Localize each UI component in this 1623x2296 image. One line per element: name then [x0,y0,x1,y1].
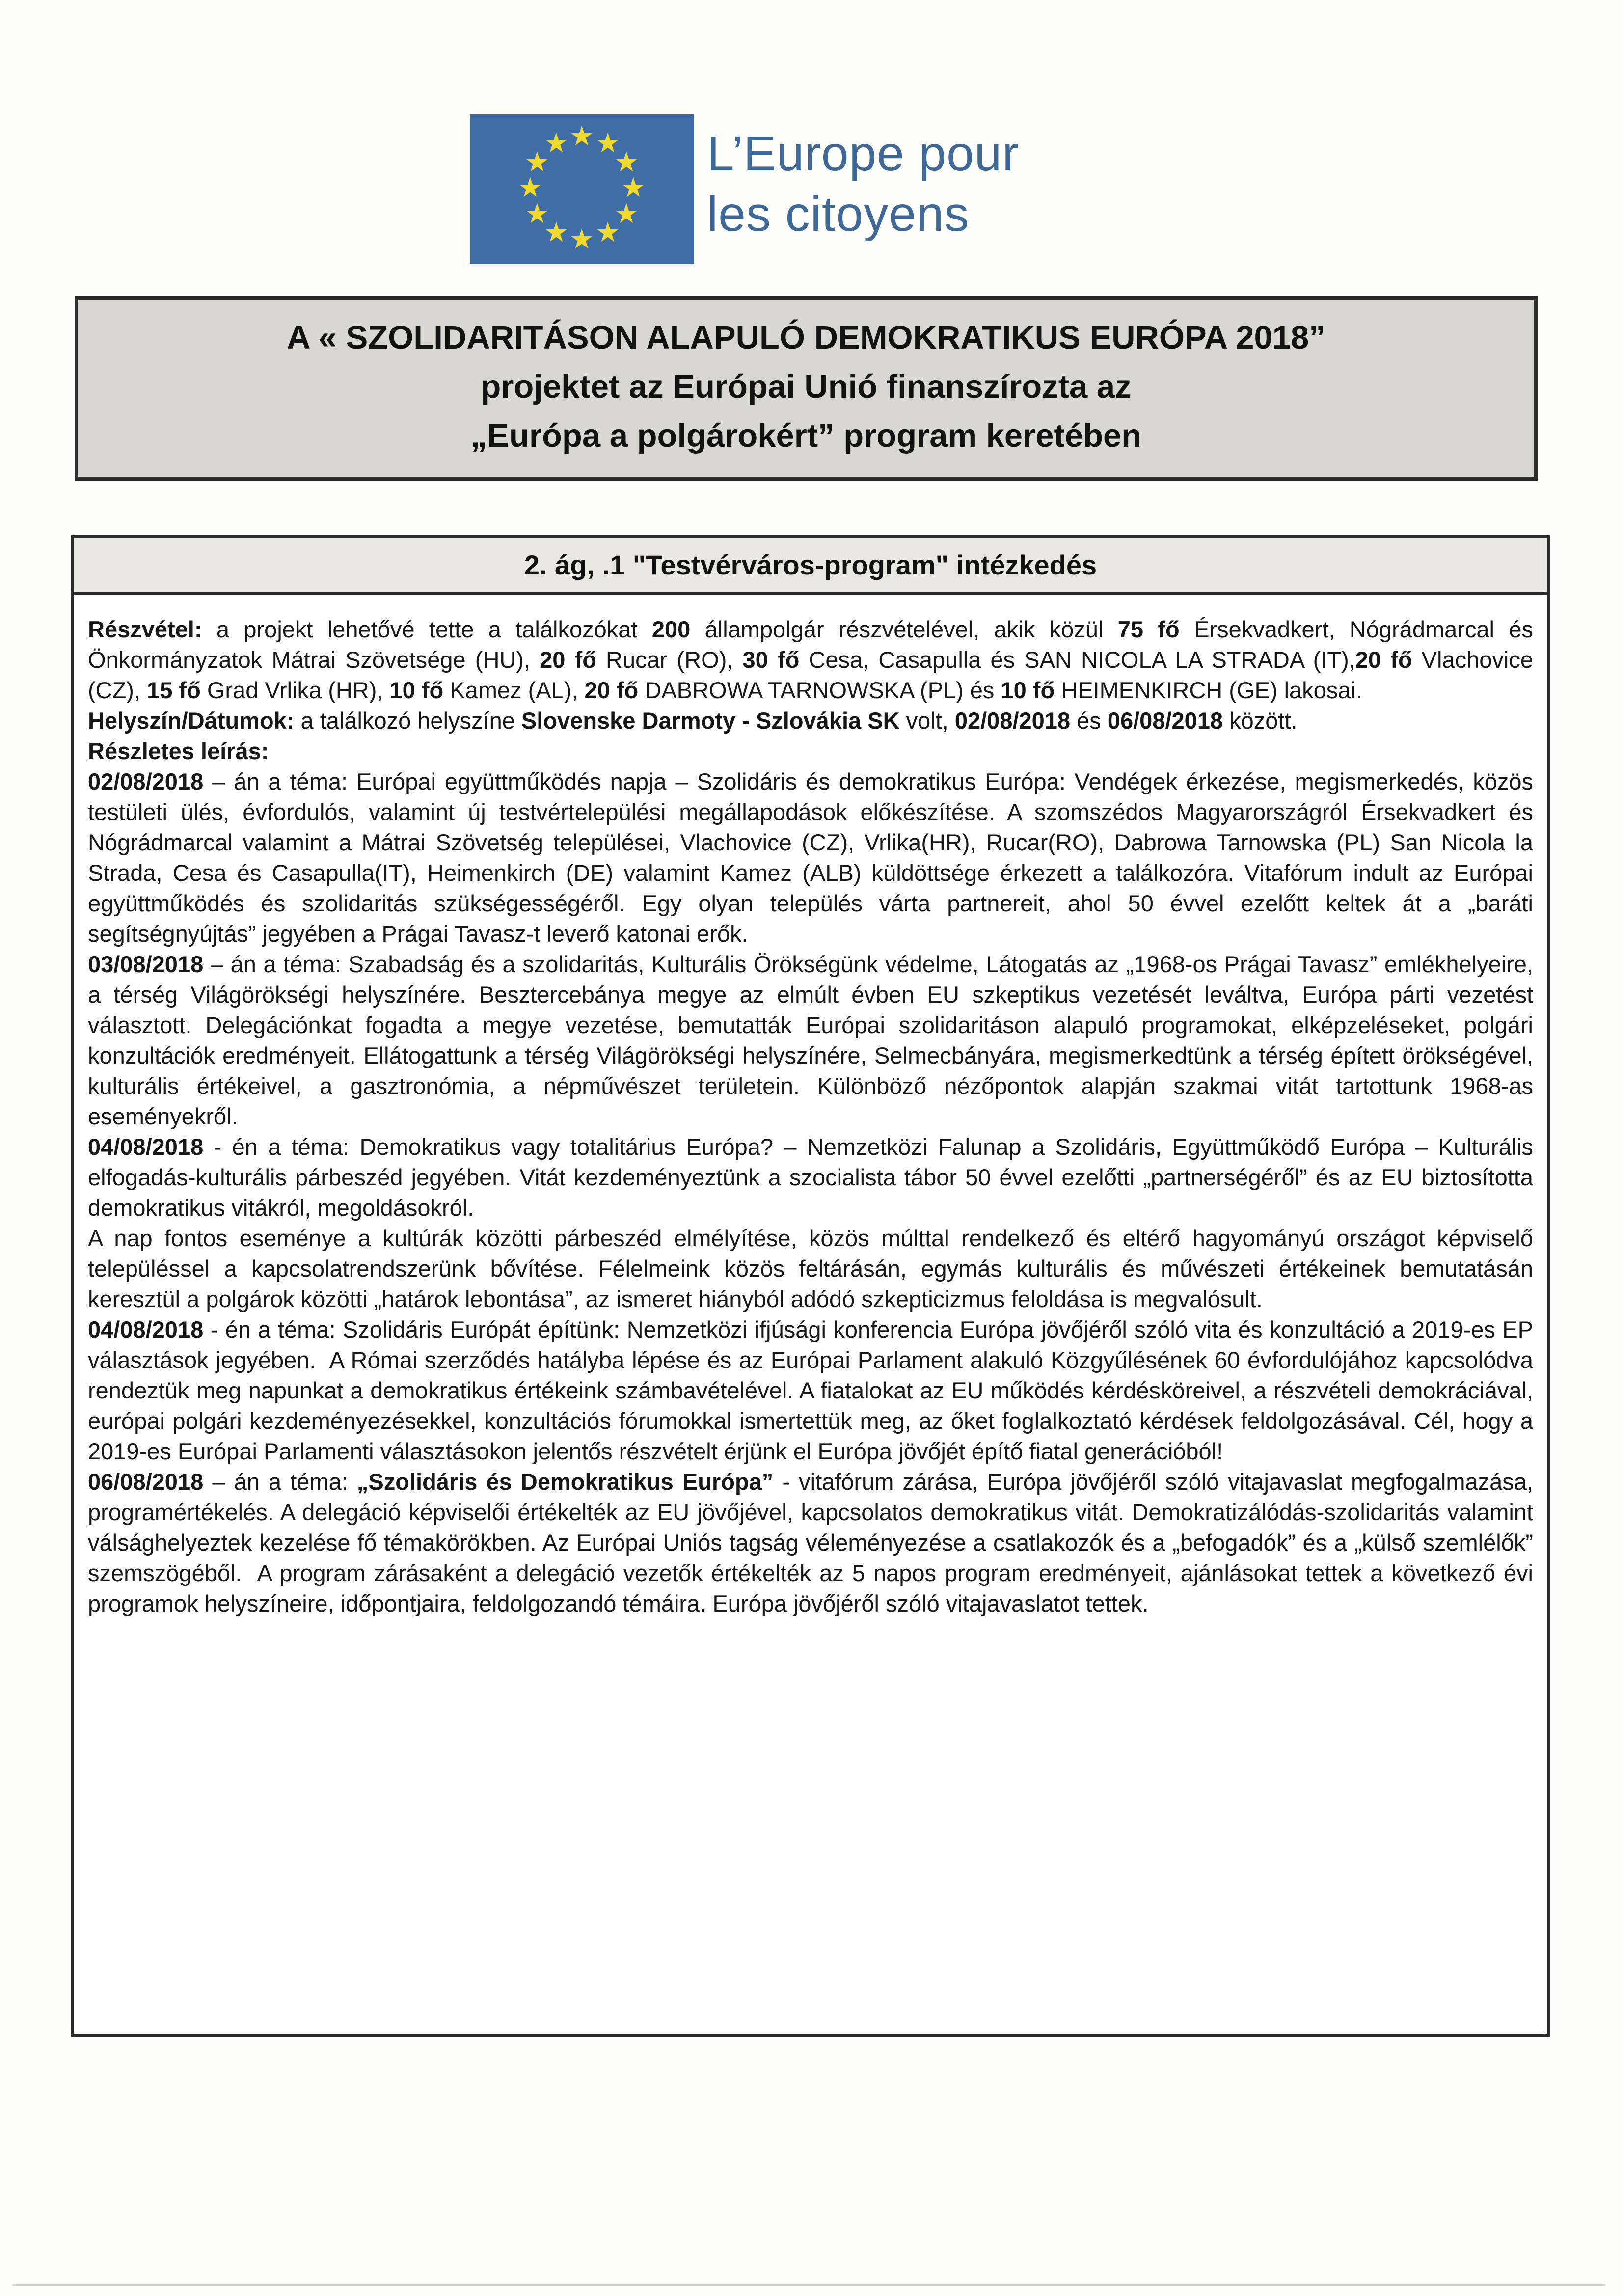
funding-title-box [75,296,1538,481]
funding-title-line-3: „Európa a polgárokért” program keretében [470,417,1142,454]
detail-paragraph-day-5: 06/08/2018 – án a téma: „Szolidáris és Demokratikus Európa” - vitafórum zárása, Európa jövőjéről szóló vitajavaslat megfogalmazása, programértékelés. A delegáció képviselői értékelték az EU jövőjével, kapcsolatos demokratikus vitát. Demokratizálódás-szolidaritás valamint válsághelyeztek kezelése fő témakörökben. Az Európai Uniós tagság véleményezése a csatlakozók és a „befogadók” és a „külső szemlélők” szemszögéből. A program zárásaként a delegáció vezetők értékelték az 5 napos program eredményeit, ajánlásokat tettek a következő évi programok helyszíneire, időpontjaira, feldolgozandó témáira. Európa jövőjéről szóló vitajavaslatot tettek. [88,1469,1540,1616]
eu-flag-star-icon: ★ [621,172,646,204]
details-heading: Részletes leírás: [88,738,269,764]
eu-flag-star-icon: ★ [595,217,621,248]
eu-flag-star-icon: ★ [543,127,569,159]
eu-programme-wordmark [707,124,1019,245]
location-dates-paragraph: Helyszín/Dátumok: a találkozó helyszíne Slovenske Darmoty - Szlovákia SK volt, 02/08/2018 és 06/08/2018 között. [88,708,1298,734]
funding-title-line-1: A « SZOLIDARITÁSON ALAPULÓ DEMOKRATIKUS EURÓPA 2018” [287,319,1325,356]
eu-flag-star-icon: ★ [614,146,639,178]
wordmark-line-1: L’Europe pour [707,126,1019,181]
detail-paragraph-day-1: 02/08/2018 – án a téma: Európai együttműködés napja – Szolidáris és demokratikus Európa: Vendégek érkezése, megismerkedés, közös testületi ülés, évfordulós, valamint új testvértelepülési megállapodások előkészítése. A szomszédos Magyarországról Érsekvadkert és Nógrádmarcal valamint a Mátrai Szövetség települései, Vlachovice (CZ), Vrlika(HR), Rucar(RO), Dabrowa Tarnowska (PL) San Nicola la Strada, Cesa és Casapulla(IT), Heimenkirch (DE) valamint Kamez (ALB) küldöttsége érkezett a találkozóra. Vitafórum indult az Európai együttműködés és szolidaritás szükségességéről. Egy olyan település várta partnereit, ahol 50 évvel ezelőtt keltek át a „baráti segítségnyújtás” jegyében a Prágai Tavasz-t leverő katonai erők. [88,768,1540,947]
eu-flag-star-icon: ★ [569,120,595,152]
eu-flag-star-icon: ★ [614,198,639,230]
eu-flag-star-icon: ★ [524,198,550,230]
funding-title-line-2: projektet az Európai Unió finanszírozta az [481,368,1132,405]
eu-flag-star-icon: ★ [595,127,621,159]
detail-paragraph-day-3: 04/08/2018 - én a téma: Demokratikus vagy totalitárius Európa? – Nemzetközi Falunap a Szolidáris, Együttműködő Európa – Kulturális elfogadás-kulturális párbeszéd jegyében. Vitát kezdeményeztünk a szocialista tábor 50 évvel ezelőtti „partnerségéről” és az EU biztosította demokratikus vitákról, megoldásokról. A nap fontos eseménye a kultúrák közötti párbeszéd elmélyítése, közös múlttal rendelkező és eltérő hagyományú országot képviselő településsel a kapcsolatrendszerünk bővítése. Félelmeink közös feltárásán, egymás kulturális és művészeti értékeinek bemutatásán keresztül a polgárok közötti „határok lebontása”, az ismeret hiányból adódó szkepticizmus feloldása is megvalósult. [88,1134,1540,1312]
section-header: 2. ág, .1 "Testvérváros-program" intézkedés [74,538,1547,595]
section-content [74,595,1547,1646]
report-section-box [71,535,1550,2037]
eu-flag-star-icon: ★ [569,223,595,255]
eu-flag-star-icon: ★ [524,146,550,178]
detail-paragraph-day-4: 04/08/2018 - én a téma: Szolidáris Európát építünk: Nemzetközi ifjúsági konferencia Európa jövőjéről szóló vita és konzultáció a 2019-es EP választások jegyében. A Római szerződés hatályba lépése és az Európai Parlament alakuló Közgyűlésének 60 évfordulójához kapcsolódva rendeztük meg napunkat a demokratikus értékeink számbavételével. A fiatalokat az EU működés kérdésköreivel, a részvételi demokráciával, európai polgári kezdeményezésekkel, konzultációs fórumokkal ismertettük meg, az őket foglalkoztató kérdések feldolgozásával. Cél, hogy a 2019-es Európai Parlamenti választásokon jelentős részvételt érjünk el Európa jövőjét építő fiatal generációból! [88,1316,1540,1464]
participation-paragraph: Részvétel: a projekt lehetővé tette a találkozókat 200 állampolgár részvételével, akik közül 75 fő Érsekvadkert, Nógrádmarcal és Önkormányzatok Mátrai Szövetsége (HU), 20 fő Rucar (RO), 30 fő Cesa, Casapulla és SAN NICOLA LA STRADA (IT),20 fő Vlachovice (CZ), 15 fő Grad Vrlika (HR), 10 fő Kamez (AL), 20 fő DABROWA TARNOWSKA (PL) és 10 fő HEIMENKIRCH (GE) lakosai. [88,616,1540,703]
detail-paragraph-day-2: 03/08/2018 – án a téma: Szabadság és a szolidaritás, Kulturális Örökségünk védelme, Látogatás az „1968-os Prágai Tavasz” emlékhelyeire, a térség Világörökségi helyszínére. Besztercebánya megye az elmúlt évben EU szkeptikus vezetését leváltva, Európa párti vezetést választott. Delegációnkat fogadta a megye vezetése, bemutatták Európai szolidaritáson alapuló programokat, elképzeléseket, polgári konzultációk eredményeit. Ellátogattunk a térség Világörökségi helyszínére, Selmecbányára, megismerkedtünk a térség épített örökségével, kulturális értékeivel, a gasztronómia, a népművészet területein. Különböző nézőpontok alapján szakmai vitát tartottunk 1968-as eseményekről. [88,951,1540,1129]
wordmark-line-2: les citoyens [707,187,970,242]
eu-flag-icon [470,114,694,264]
eu-flag-star-icon: ★ [517,172,543,204]
scan-artifact-bottom-line [12,2284,1605,2286]
eu-flag-star-icon: ★ [543,217,569,248]
